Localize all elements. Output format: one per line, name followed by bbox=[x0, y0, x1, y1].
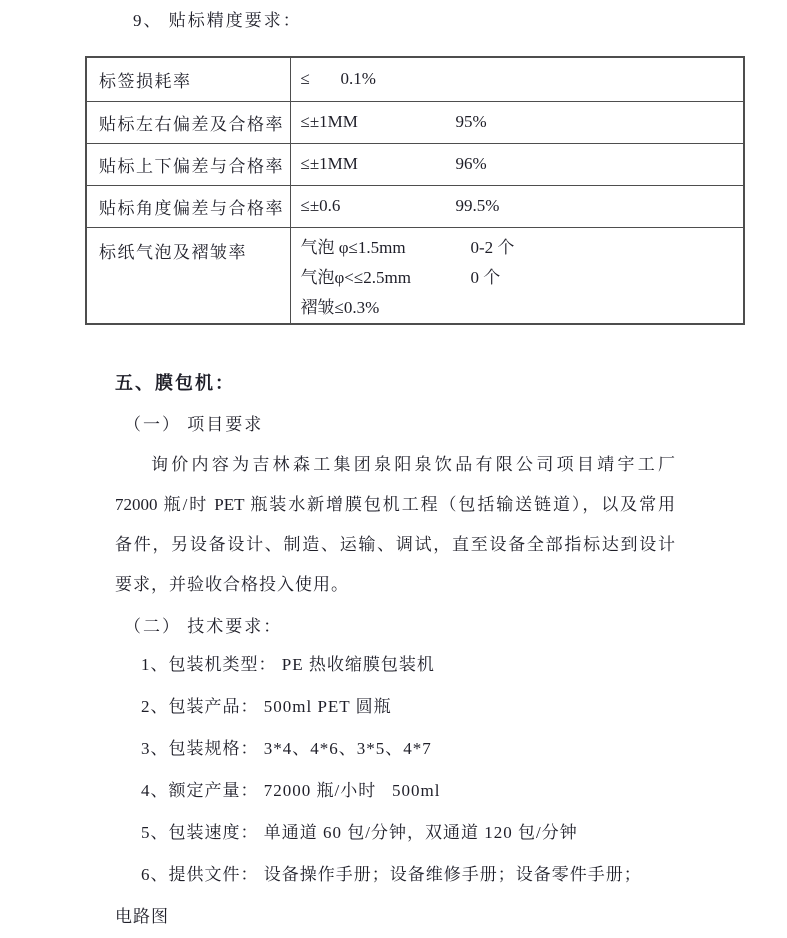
paragraph-line: 要求，并验收合格投入使用。 bbox=[115, 574, 349, 594]
technical-requirements-list bbox=[141, 644, 787, 896]
qty-value: 99.5% bbox=[455, 196, 500, 215]
row-value bbox=[290, 227, 744, 324]
qty-value: 0-2 个 bbox=[470, 237, 515, 257]
value-line bbox=[301, 233, 744, 263]
value-line bbox=[301, 263, 744, 293]
row-value bbox=[290, 143, 744, 185]
spec-value: 气泡 φ≤1.5mm bbox=[300, 237, 406, 257]
spec-value: ≤±1MM bbox=[300, 154, 358, 173]
value-line bbox=[301, 191, 744, 221]
subsection-2-heading: （二） 技术要求： bbox=[124, 616, 283, 636]
list-item: 3、包装规格： 3*4、4*6、3*5、4*7 bbox=[141, 738, 432, 758]
subsection-1-heading: （一） 项目要求 bbox=[124, 414, 264, 434]
list-item: 1、包装机类型： PE 热收缩膜包装机 bbox=[141, 654, 435, 674]
label-precision-table bbox=[85, 56, 745, 325]
spec-value: 气泡φ<≤2.5mm bbox=[300, 267, 411, 287]
spec-value: ≤ bbox=[300, 69, 310, 89]
section-9-heading: 9、 贴标精度要求： bbox=[133, 11, 302, 30]
value-line bbox=[301, 149, 744, 179]
qty-value: 0.1% bbox=[340, 69, 376, 89]
row-label: 贴标左右偏差及合格率 bbox=[86, 101, 290, 143]
table-row bbox=[86, 227, 744, 324]
list-item: 2、包装产品： 500ml PET 圆瓶 bbox=[141, 696, 392, 716]
paragraph-line: 备件，另设备设计、制造、运输、调试，直至设备全部指标达到设计 bbox=[115, 534, 675, 554]
list-item-continuation: 电路图 bbox=[115, 906, 169, 926]
row-label: 贴标角度偏差与合格率 bbox=[86, 185, 290, 227]
value-line bbox=[301, 293, 744, 323]
list-item: 4、额定产量： 72000 瓶/小时 500ml bbox=[141, 780, 441, 800]
paragraph-line: 72000 瓶/时 PET 瓶装水新增膜包机工程（包括输送链道），以及常用 bbox=[115, 494, 675, 514]
list-item: 5、包装速度： 单通道 60 包/分钟，双通道 120 包/分钟 bbox=[141, 822, 578, 842]
spec-value: 褶皱≤0.3% bbox=[300, 297, 380, 317]
table-row bbox=[86, 101, 744, 143]
row-label: 贴标上下偏差与合格率 bbox=[86, 143, 290, 185]
row-label: 标签损耗率 bbox=[86, 57, 290, 101]
document-page bbox=[0, 9, 787, 934]
row-value bbox=[290, 57, 744, 101]
row-value bbox=[290, 185, 744, 227]
value-line bbox=[301, 107, 744, 137]
table-row bbox=[86, 57, 744, 101]
project-requirements-paragraph bbox=[115, 445, 675, 605]
row-label: 标纸气泡及褶皱率 bbox=[86, 227, 290, 324]
qty-value: 96% bbox=[455, 154, 487, 173]
qty-value: 95% bbox=[455, 112, 487, 131]
row-value bbox=[290, 101, 744, 143]
spec-value: ≤±0.6 bbox=[300, 196, 341, 215]
table-row bbox=[86, 143, 744, 185]
list-item: 6、提供文件： 设备操作手册；设备维修手册；设备零件手册； bbox=[141, 864, 642, 884]
spec-value: ≤±1MM bbox=[300, 112, 358, 131]
paragraph-line: 询价内容为吉林森工集团泉阳泉饮品有限公司项目靖宇工厂 bbox=[151, 454, 675, 474]
qty-value: 0 个 bbox=[470, 267, 501, 287]
value-line bbox=[301, 64, 744, 94]
section-5-title: 五、膜包机： bbox=[115, 372, 235, 393]
table-row bbox=[86, 185, 744, 227]
